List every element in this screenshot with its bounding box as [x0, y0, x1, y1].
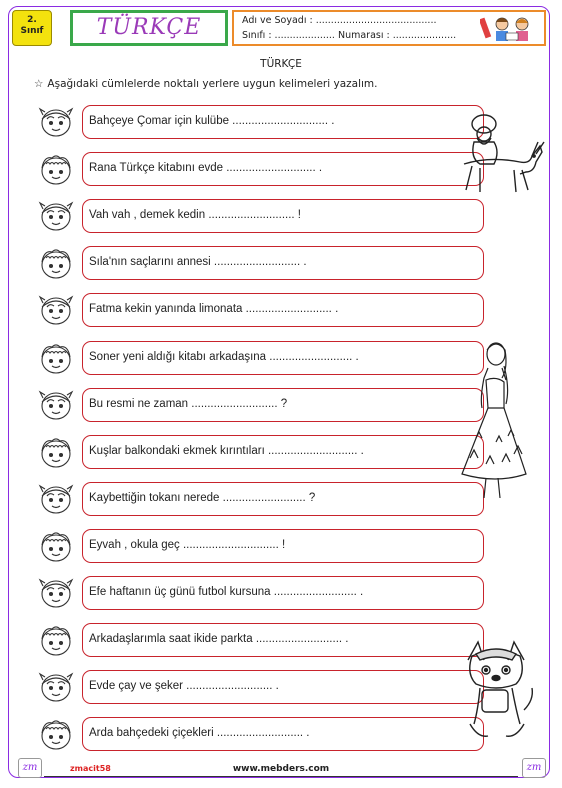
class-number-field[interactable]: Sınıfı : .................... Numarası : ..................... [242, 30, 457, 41]
girl-face-icon [38, 576, 74, 610]
footer-url[interactable]: www.mebders.com [232, 764, 330, 774]
girl-face-icon [38, 670, 74, 704]
sentence-box[interactable]: Bahçeye Çomar için kulübe .............................. . [82, 105, 484, 139]
sentence-box[interactable]: Evde çay ve şeker ........................... . [82, 670, 484, 704]
footer-badge-right: zm [522, 758, 546, 778]
worksheet-title: TÜRKÇE [96, 15, 202, 40]
instruction [34, 78, 377, 90]
name-field[interactable]: Adı ve Soyadı : ........................................ [242, 15, 437, 26]
kids-reading-icon [480, 14, 540, 44]
sentence-box[interactable]: Sıla'nın saçlarını annesi ........................... . [82, 246, 484, 280]
subject-heading: TÜRKÇE [260, 58, 302, 70]
sentence-box[interactable]: Fatma kekin yanında limonata ........................... . [82, 293, 484, 327]
sentence-box[interactable]: Kaybettiğin tokanı nerede .......................... ? [82, 482, 484, 516]
boy-face-icon [38, 717, 74, 751]
sentence-row [38, 668, 450, 706]
boy-face-icon [38, 529, 74, 563]
sentence-row [38, 150, 450, 188]
sentence-row [38, 244, 450, 282]
sentence-box[interactable]: Arkadaşlarımla saat ikide parkta ........................... . [82, 623, 484, 657]
sentence-row [38, 574, 450, 612]
girl-face-icon [38, 388, 74, 422]
sentence-row [38, 103, 450, 141]
girl-face-icon [38, 482, 74, 516]
nasreddin-on-donkey-icon [450, 112, 546, 196]
sentence-row [38, 621, 450, 659]
sentence-box[interactable]: Soner yeni aldığı kitabı arkadaşına .......................... . [82, 341, 484, 375]
sentence-box[interactable]: Bu resmi ne zaman ........................... ? [82, 388, 484, 422]
sentence-row [38, 339, 450, 377]
sentence-box[interactable]: Vah vah , demek kedin ........................... ! [82, 199, 484, 233]
sentence-row [38, 480, 450, 518]
sentence-box[interactable]: Efe haftanın üç günü futbol kursuna .......................... . [82, 576, 484, 610]
grade-label: Sınıf [20, 26, 44, 36]
boy-face-icon [38, 246, 74, 280]
sentence-row [38, 527, 450, 565]
sentence-row [38, 197, 450, 235]
girl-face-icon [38, 293, 74, 327]
princess-figure-icon [456, 338, 530, 500]
sentence-box[interactable]: Arda bahçedeki çiçekleri ........................... . [82, 717, 484, 751]
star-icon: ☆ [34, 78, 44, 90]
girl-face-icon [38, 199, 74, 233]
title-box [70, 10, 228, 46]
boy-face-icon [38, 435, 74, 469]
sentence-row [38, 386, 450, 424]
student-info-box [232, 10, 546, 46]
sentence-row [38, 715, 450, 753]
boy-face-icon [38, 623, 74, 657]
footer-badge-left: zm [18, 758, 42, 778]
sentence-box[interactable]: Kuşlar balkondaki ekmek kırıntıları ............................ . [82, 435, 484, 469]
grade-badge [12, 10, 52, 46]
boy-face-icon [38, 152, 74, 186]
footer-divider [44, 776, 518, 777]
sentence-row [38, 291, 450, 329]
instruction-text: Aşağıdaki cümlelerde noktalı yerlere uygun kelimeleri yazalım. [47, 78, 378, 90]
puppy-character-icon [454, 640, 538, 744]
grade-number: 2. [27, 15, 37, 25]
sentence-box[interactable]: Rana Türkçe kitabını evde ............................ . [82, 152, 484, 186]
sentence-row [38, 433, 450, 471]
girl-face-icon [38, 105, 74, 139]
sentence-box[interactable]: Eyvah , okula geç .............................. ! [82, 529, 484, 563]
boy-face-icon [38, 341, 74, 375]
footer-code: zmacit58 [70, 764, 111, 773]
